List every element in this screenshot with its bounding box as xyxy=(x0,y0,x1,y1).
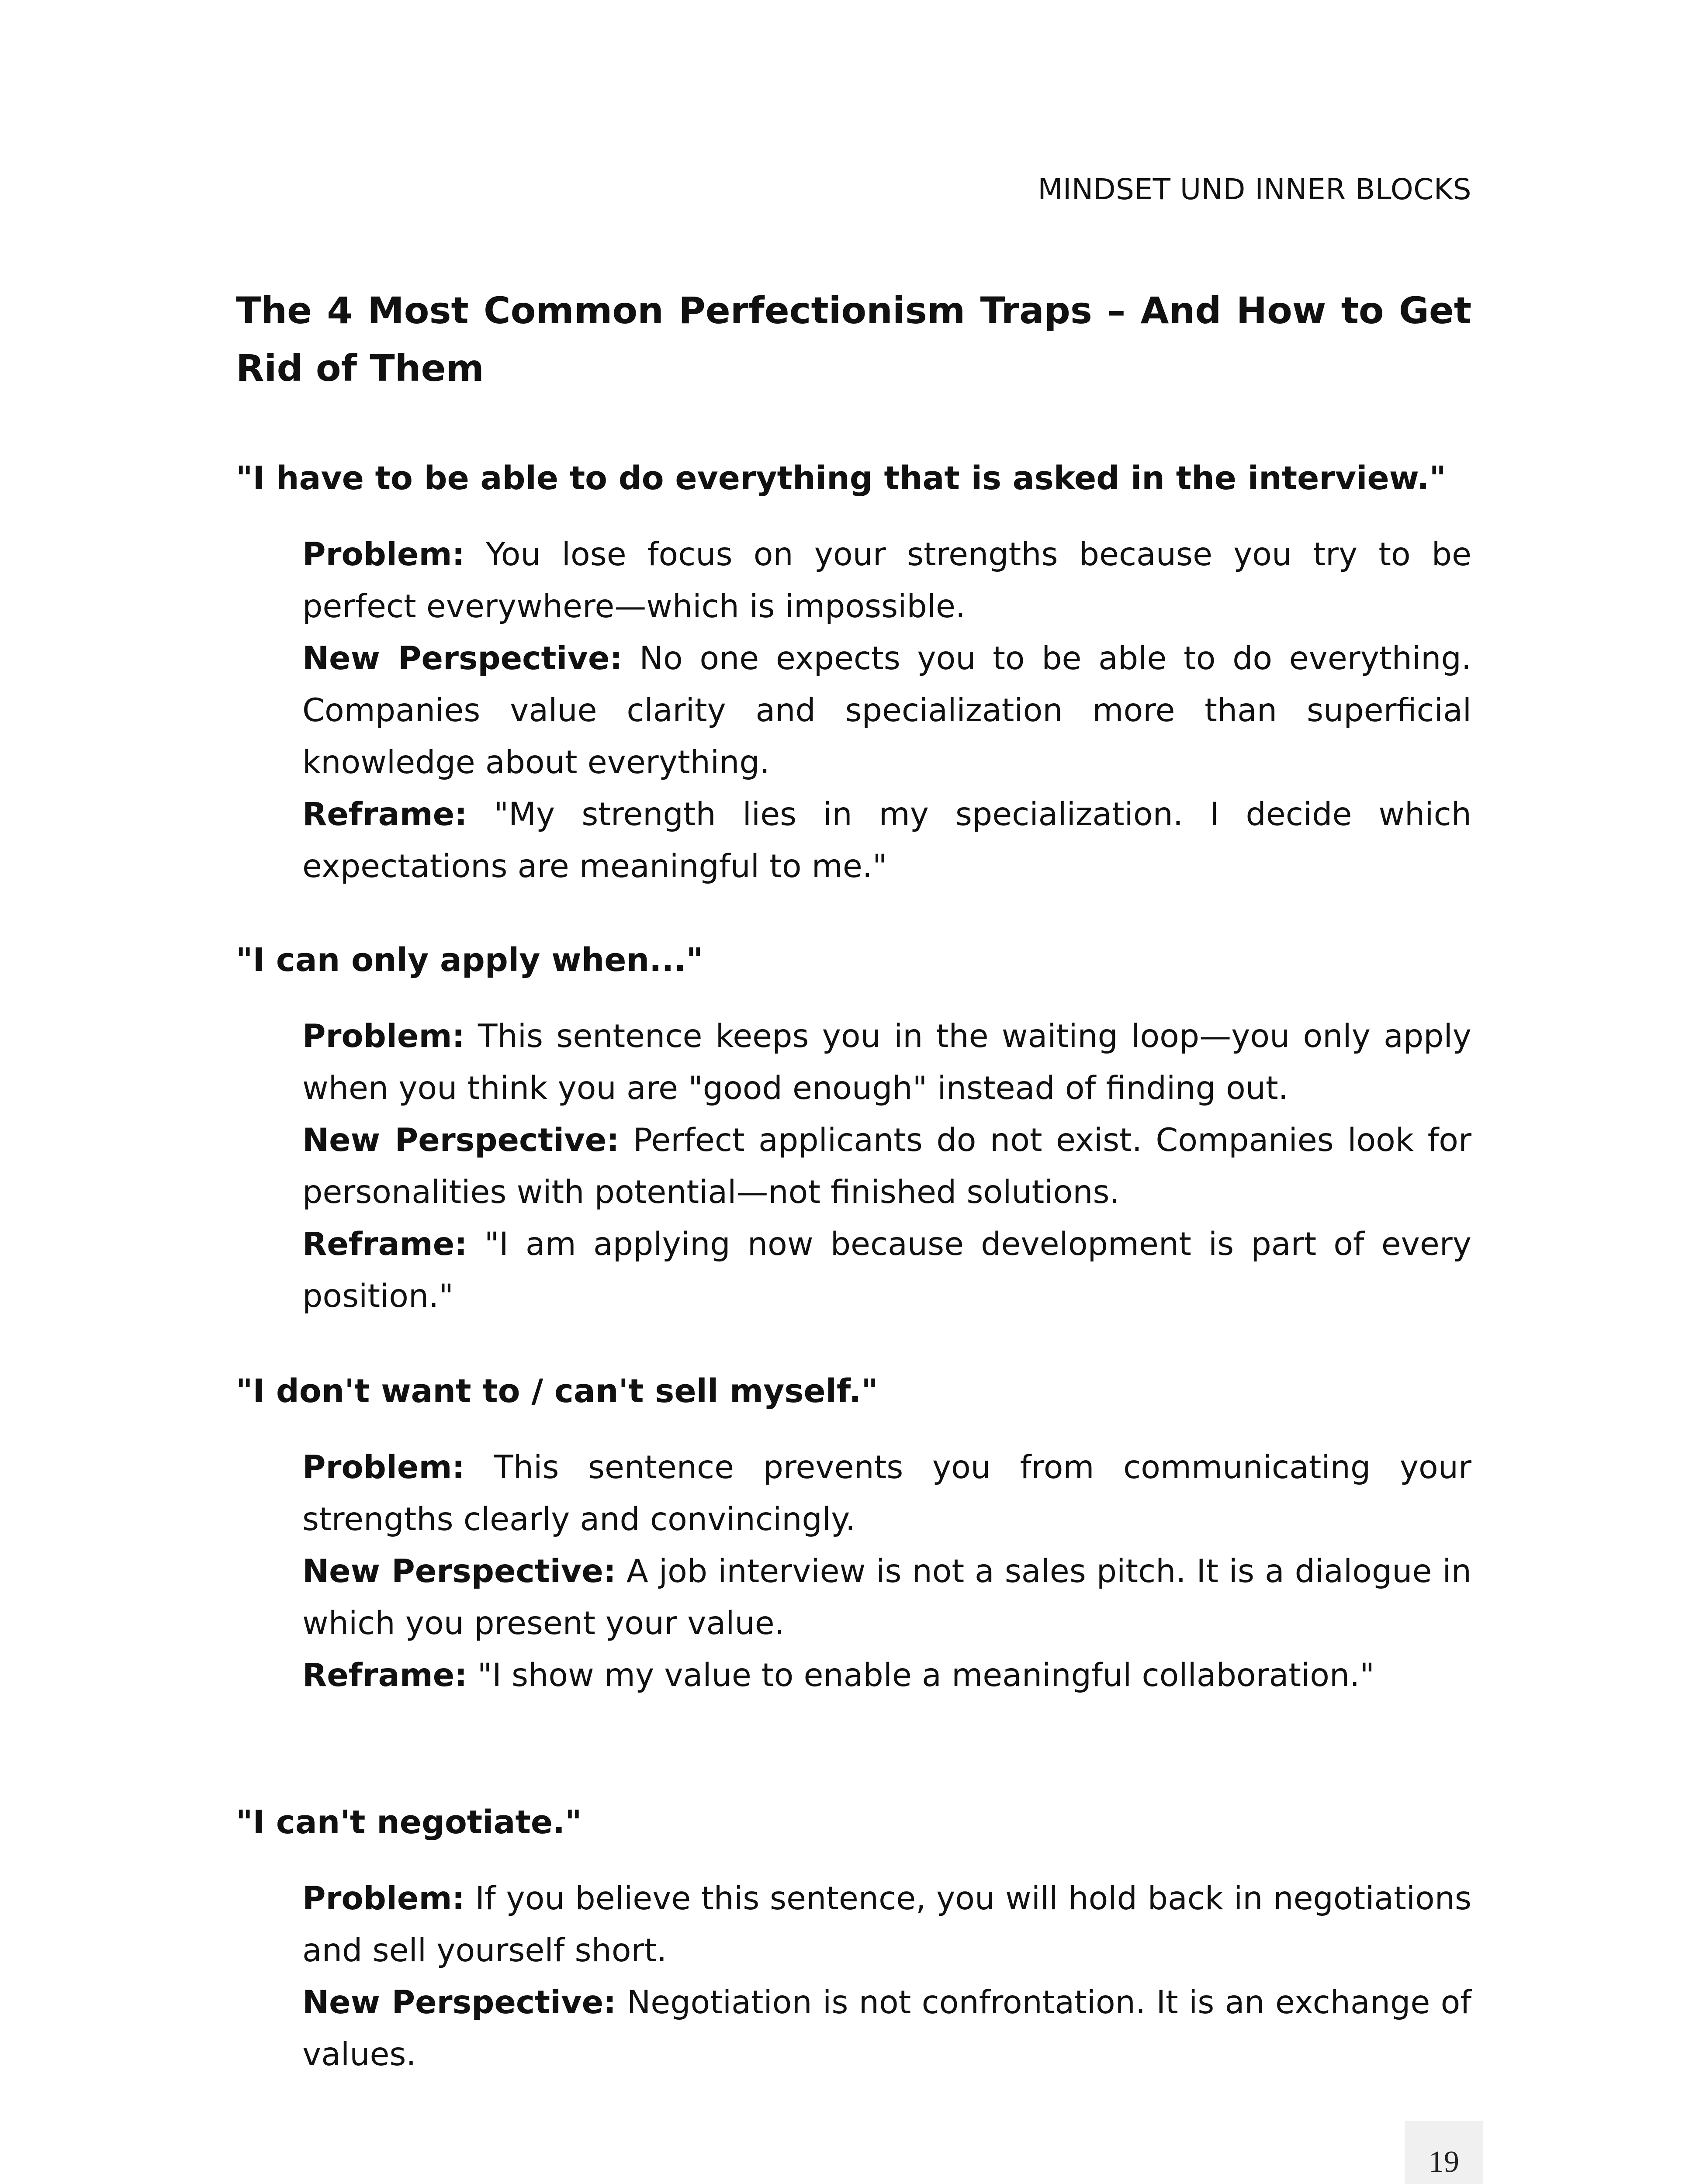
trap-body xyxy=(302,1873,1471,2080)
reframe-text: "My strength lies in my specialization. I decide which expectations are meaningful to me." xyxy=(302,796,1471,885)
problem-label: Problem: xyxy=(302,536,465,573)
new-perspective-label: New Perspective: xyxy=(302,640,623,677)
problem-text: You lose focus on your strengths because you try to be perfect everywhere—which is impossible. xyxy=(302,536,1471,625)
trap-heading: "I can only apply when..." xyxy=(236,941,703,979)
new-perspective-paragraph xyxy=(302,1114,1471,1218)
new-perspective-text: A job interview is not a sales pitch. It is a dialogue in which you present your value. xyxy=(302,1553,1471,1642)
new-perspective-label: New Perspective: xyxy=(302,1122,620,1159)
trap-body xyxy=(302,1010,1471,1322)
reframe-paragraph xyxy=(302,1218,1471,1322)
page-number: 19 xyxy=(1429,2145,1459,2179)
reframe-label: Reframe: xyxy=(302,1226,467,1263)
page-number-tab xyxy=(1405,2121,1483,2184)
problem-text: This sentence prevents you from communicating your strengths clearly and convincingly. xyxy=(302,1449,1471,1538)
reframe-paragraph xyxy=(302,788,1471,892)
problem-text: If you believe this sentence, you will hold back in negotiations and sell yourself short. xyxy=(302,1880,1471,1969)
page-title: The 4 Most Common Perfectionism Traps – And How to Get Rid of Them xyxy=(236,289,1471,390)
reframe-paragraph xyxy=(302,1649,1471,1701)
trap-heading: "I can't negotiate." xyxy=(236,1804,582,1841)
new-perspective-text: Perfect applicants do not exist. Companies look for personalities with potential—not finished solutions. xyxy=(302,1122,1471,1211)
problem-paragraph xyxy=(302,1441,1471,1545)
new-perspective-paragraph xyxy=(302,1977,1471,2080)
problem-label: Problem: xyxy=(302,1449,465,1486)
problem-paragraph xyxy=(302,1010,1471,1114)
new-perspective-text: Negotiation is not confrontation. It is an exchange of values. xyxy=(302,1984,1471,2073)
new-perspective-label: New Perspective: xyxy=(302,1984,616,2021)
reframe-label: Reframe: xyxy=(302,796,467,833)
reframe-text: "I show my value to enable a meaningful collaboration." xyxy=(477,1657,1374,1694)
problem-paragraph xyxy=(302,1873,1471,1977)
trap-body xyxy=(302,529,1471,892)
new-perspective-paragraph xyxy=(302,1545,1471,1649)
new-perspective-label: New Perspective: xyxy=(302,1553,616,1590)
problem-paragraph xyxy=(302,529,1471,632)
running-header: MINDSET UND INNER BLOCKS xyxy=(1038,173,1471,206)
problem-label: Problem: xyxy=(302,1880,465,1917)
problem-label: Problem: xyxy=(302,1018,465,1055)
trap-body xyxy=(302,1441,1471,1701)
trap-heading: "I don't want to / can't sell myself." xyxy=(236,1372,878,1410)
problem-text: This sentence keeps you in the waiting loop—you only apply when you think you are "good enough" instead of finding out. xyxy=(302,1018,1471,1107)
new-perspective-paragraph xyxy=(302,632,1471,788)
new-perspective-text: No one expects you to be able to do everything. Companies value clarity and specialization more than superficial knowledge about everything. xyxy=(302,640,1471,781)
trap-heading: "I have to be able to do everything that is asked in the interview." xyxy=(236,460,1446,497)
reframe-label: Reframe: xyxy=(302,1657,467,1694)
reframe-text: "I am applying now because development is part of every position." xyxy=(302,1226,1471,1315)
